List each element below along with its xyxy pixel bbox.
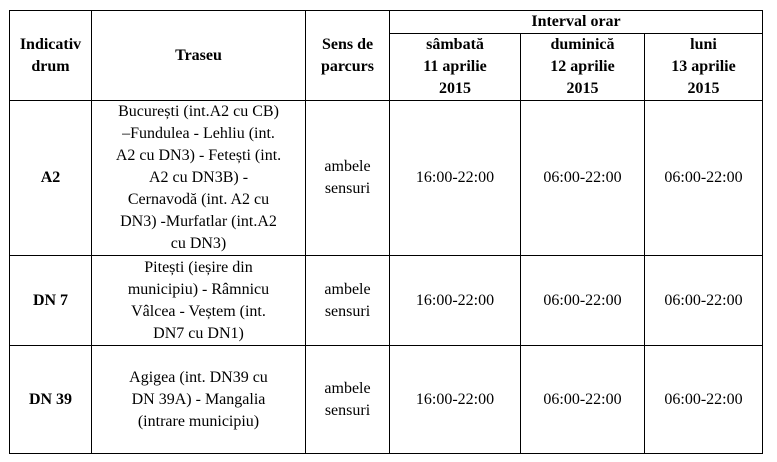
direction-cell — [306, 346, 390, 454]
direction-cell — [306, 256, 390, 346]
route-line: municipiu) - Râmnicu — [127, 280, 270, 298]
route-line: DN7 cu DN1) — [153, 324, 244, 342]
header-interval: Interval orar — [390, 11, 763, 34]
time-cell-sunday: 06:00-22:00 — [521, 256, 645, 346]
restriction-schedule-table — [9, 10, 763, 454]
route-line: Cernavodă (int. A2 cu — [127, 191, 270, 208]
day-year: 2015 — [439, 80, 471, 97]
day-name: luni — [690, 36, 717, 53]
route-cell — [92, 256, 306, 346]
direction-cell — [306, 101, 390, 256]
route-line: DN3) -Murfatlar (int.A2 — [120, 213, 277, 230]
header-route: Traseu — [92, 11, 306, 101]
header-road-code — [10, 11, 92, 101]
route-line: (intrare municipiu) — [137, 412, 260, 430]
header-road-code-line1: Indicativ — [19, 35, 82, 53]
time-cell-saturday: 16:00-22:00 — [390, 346, 521, 454]
day-year: 2015 — [687, 80, 720, 97]
day-date: 11 aprilie — [423, 58, 487, 75]
header-direction — [306, 11, 390, 101]
direction-line: ambele — [324, 280, 371, 298]
header-day-monday — [645, 34, 763, 101]
day-date: 12 aprilie — [550, 58, 615, 75]
route-line: DN 39A) - Mangalia — [131, 390, 266, 408]
route-line: București (int.A2 cu CB) — [118, 103, 279, 120]
route-line: Agigea (int. DN39 cu — [129, 368, 268, 386]
route-line: –Fundulea - Lehliu (int. — [122, 125, 275, 142]
day-year: 2015 — [566, 80, 599, 97]
header-direction-line1: Sens de — [321, 35, 374, 53]
direction-line: ambele — [324, 379, 371, 397]
time-cell-monday: 06:00-22:00 — [645, 346, 763, 454]
direction-line: sensuri — [324, 302, 371, 320]
header-direction-line2: parcurs — [320, 57, 375, 75]
road-code-cell: DN 7 — [10, 256, 92, 346]
header-road-code-line2: drum — [31, 57, 70, 75]
route-line: cu DN3) — [170, 235, 227, 252]
time-cell-saturday: 16:00-22:00 — [390, 256, 521, 346]
day-name: duminică — [550, 36, 615, 53]
direction-line: ambele — [324, 158, 371, 175]
time-cell-sunday: 06:00-22:00 — [521, 346, 645, 454]
route-line: Vâlcea - Veștem (int. — [131, 302, 266, 320]
direction-line: sensuri — [324, 401, 371, 419]
day-name: sâmbată — [426, 36, 484, 53]
route-cell — [92, 346, 306, 454]
road-code-cell: A2 — [10, 101, 92, 256]
time-cell-monday: 06:00-22:00 — [645, 256, 763, 346]
time-cell-saturday: 16:00-22:00 — [390, 101, 521, 256]
route-line: Pitești (ieșire din — [144, 258, 253, 276]
road-code-cell: DN 39 — [10, 346, 92, 454]
table-row — [10, 346, 763, 454]
route-cell — [92, 101, 306, 256]
table-row — [10, 256, 763, 346]
header-day-sunday — [521, 34, 645, 101]
day-date: 13 aprilie — [671, 58, 736, 75]
time-cell-sunday: 06:00-22:00 — [521, 101, 645, 256]
table-row — [10, 101, 763, 256]
route-line: A2 cu DN3B) - — [148, 169, 249, 186]
header-day-saturday — [390, 34, 521, 101]
route-line: A2 cu DN3) - Fetești (int. — [115, 147, 282, 164]
time-cell-monday: 06:00-22:00 — [645, 101, 763, 256]
header-row-1 — [10, 11, 763, 34]
direction-line: sensuri — [324, 180, 371, 197]
